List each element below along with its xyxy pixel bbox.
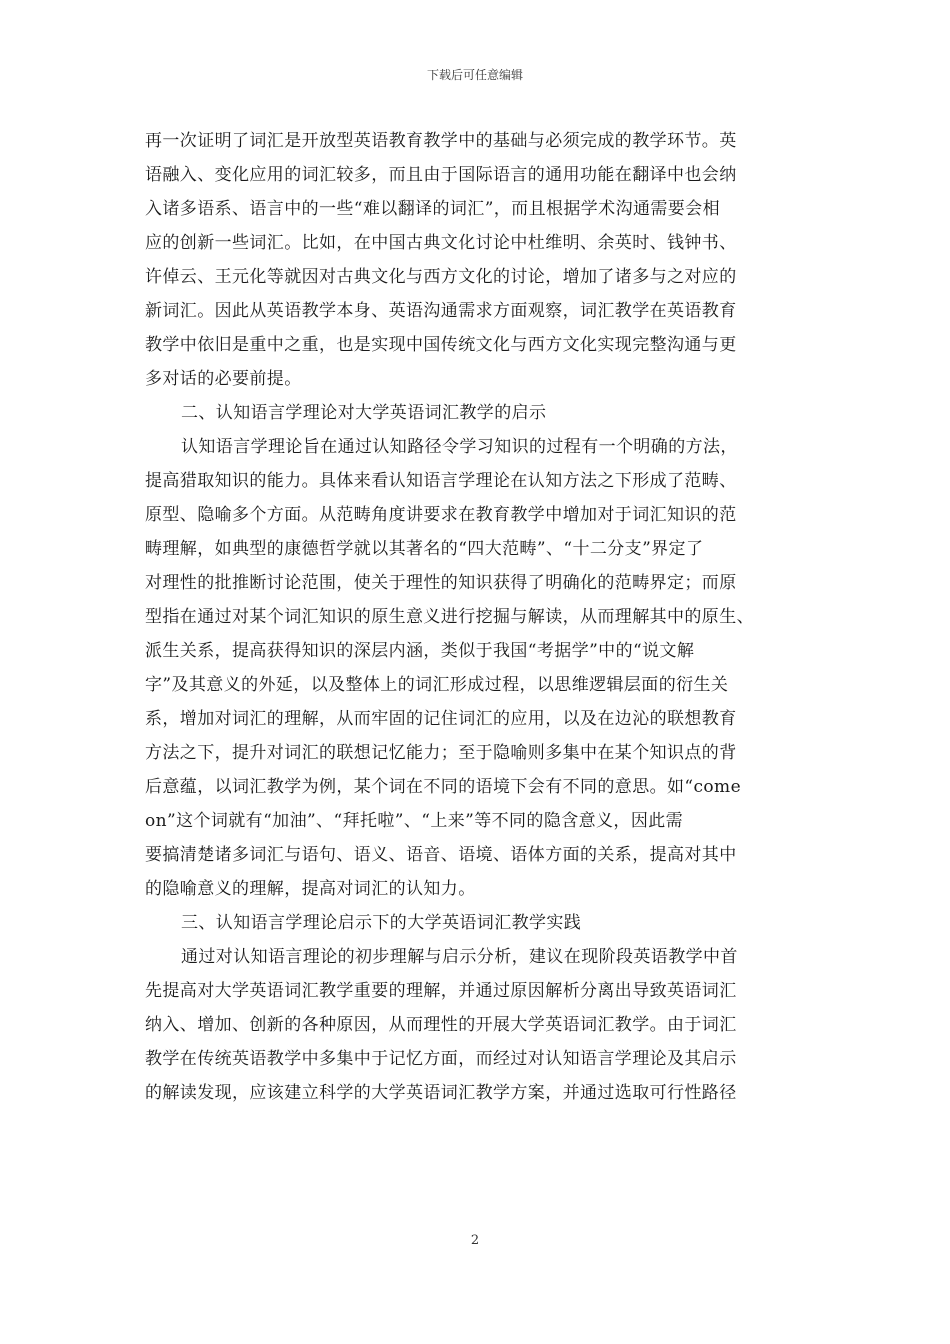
text-line: 许倬云、王元化等就因对古典文化与西方文化的讨论，增加了诸多与之对应的 bbox=[145, 267, 737, 287]
text-line: on”这个词就有“加油”、“拜托啦”、“上来”等不同的隐含意义，因此需 bbox=[145, 811, 684, 831]
text-line: 二、认知语言学理论对大学英语词汇教学的启示 bbox=[181, 403, 547, 423]
text-line: 要搞清楚诸多词汇与语句、语义、语音、语境、语体方面的关系，提高对其中 bbox=[145, 845, 737, 865]
text-line: 纳入、增加、创新的各种原因，从而理性的开展大学英语词汇教学。由于词汇 bbox=[145, 1015, 737, 1035]
text-line: 教学在传统英语教学中多集中于记忆方面，而经过对认知语言学理论及其启示 bbox=[145, 1049, 737, 1069]
text-line: 入诸多语系、语言中的一些“难以翻译的词汇”，而且根据学术沟通需要会相 bbox=[145, 199, 720, 219]
text-line: 系，增加对词汇的理解，从而牢固的记住词汇的应用，以及在边沁的联想教育 bbox=[145, 709, 737, 729]
text-line: 畴理解，如典型的康德哲学就以其著名的“四大范畴”、“十二分支”界定了 bbox=[145, 539, 704, 559]
text-line: 的隐喻意义的理解，提高对词汇的认知力。 bbox=[145, 879, 476, 899]
text-line: 先提高对大学英语词汇教学重要的理解，并通过原因解析分离出导致英语词汇 bbox=[145, 981, 737, 1001]
text-line: 字”及其意义的外延，以及整体上的词汇形成过程，以思维逻辑层面的衍生关 bbox=[145, 675, 729, 695]
text-line: 认知语言学理论旨在通过认知路径令学习知识的过程有一个明确的方法， bbox=[181, 437, 738, 457]
text-line: 三、认知语言学理论启示下的大学英语词汇教学实践 bbox=[181, 913, 582, 933]
text-line: 语融入、变化应用的词汇较多，而且由于国际语言的通用功能在翻译中也会纳 bbox=[145, 165, 737, 185]
text-line: 后意蕴，以词汇教学为例，某个词在不同的语境下会有不同的意思。如“come bbox=[145, 777, 742, 797]
text-line: 原型、隐喻多个方面。从范畴角度讲要求在教育教学中增加对于词汇知识的范 bbox=[145, 505, 737, 525]
document-body bbox=[145, 124, 805, 1110]
text-line: 型指在通过对某个词汇知识的原生意义进行挖掘与解读，从而理解其中的原生、 bbox=[145, 607, 754, 627]
text-line: 提高猎取知识的能力。具体来看认知语言学理论在认知方法之下形成了范畴、 bbox=[145, 471, 737, 491]
text-line: 派生关系，提高获得知识的深层内涵，类似于我国“考据学”中的“说文解 bbox=[145, 641, 695, 661]
page-header: 下载后可任意编辑 bbox=[426, 68, 523, 82]
text-line: 对理性的批推断讨论范围，使关于理性的知识获得了明确化的范畴界定；而原 bbox=[145, 573, 737, 593]
text-line: 再一次证明了词汇是开放型英语教育教学中的基础与必须完成的教学环节。英 bbox=[145, 131, 737, 151]
text-line: 教学中依旧是重中之重，也是实现中国传统文化与西方文化实现完整沟通与更 bbox=[145, 335, 737, 355]
text-line: 通过对认知语言理论的初步理解与启示分析，建议在现阶段英语教学中首 bbox=[181, 947, 738, 967]
text-line: 的解读发现，应该建立科学的大学英语词汇教学方案，并通过选取可行性路径 bbox=[145, 1083, 737, 1103]
text-line: 新词汇。因此从英语教学本身、英语沟通需求方面观察，词汇教学在英语教育 bbox=[145, 301, 737, 321]
text-line: 多对话的必要前提。 bbox=[145, 369, 302, 389]
text-line: 应的创新一些词汇。比如，在中国古典文化讨论中杜维明、余英时、钱钟书、 bbox=[145, 233, 737, 253]
text-line: 方法之下，提升对词汇的联想记忆能力；至于隐喻则多集中在某个知识点的背 bbox=[145, 743, 737, 763]
page-number: 2 bbox=[470, 1233, 480, 1248]
